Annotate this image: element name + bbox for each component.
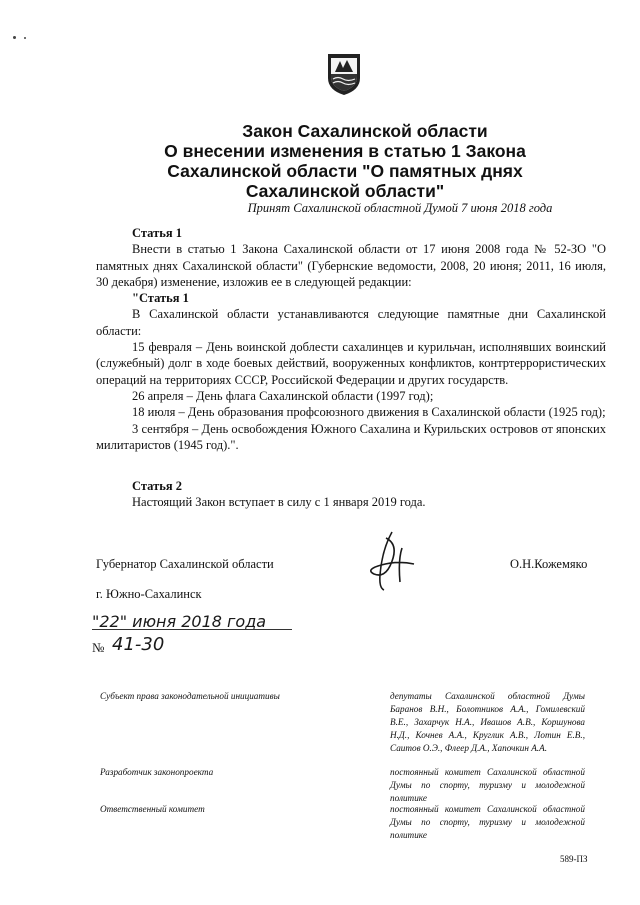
subject-label: Субъект права законодательной инициативы	[100, 691, 280, 701]
law-subtitle-line: Сахалинской области"	[245, 181, 445, 201]
article-1-intro: Внести в статью 1 Закона Сахалинской области от 17 июня 2008 года № 52-ЗО "О памятных днях Сахалинской области" (Губернские ведомости, 2008, 20 июня; 2011, 16 июля, 30 декабря) изменение, изложив ее в следующей редакции:	[96, 242, 606, 289]
document-code: 589-ПЗ	[560, 854, 588, 864]
developer-label: Разработчик законопроекта	[100, 767, 214, 777]
memorial-day-item: 18 июля – День образования профсоюзного движения в Сахалинской области (1925 год);	[132, 405, 606, 420]
article-2	[96, 478, 606, 511]
governor-label: Губернатор Сахалинской области	[96, 557, 274, 571]
article-2-heading: Статья 2	[132, 479, 182, 493]
memorial-days-intro: В Сахалинской области устанавливаются следующие памятные дни Сахалинской области:	[96, 307, 606, 338]
handwritten-signature	[362, 530, 418, 592]
quoted-article-heading: "Статья 1	[132, 291, 189, 306]
number-prefix: №	[92, 640, 105, 655]
article-1	[96, 225, 606, 453]
memorial-day-item: 26 апреля – День флага Сахалинской области (1997 год);	[132, 388, 434, 403]
article-2-text: Настоящий Закон вступает в силу с 1 января 2019 года.	[132, 495, 426, 510]
law-subtitle-line: Сахалинской области "О памятных днях	[167, 161, 523, 181]
article-1-heading: Статья 1	[132, 226, 182, 240]
date-underline	[92, 629, 292, 630]
signing-date-handwritten: "22" июня 2018 года	[92, 612, 267, 631]
committee-value: постоянный комитет Сахалинской областной Думы по спорту, туризму и молодежной политике	[390, 804, 585, 840]
developer-value: постоянный комитет Сахалинской областной Думы по спорту, туризму и молодежной политике	[390, 767, 585, 803]
scan-mark	[24, 37, 26, 39]
signing-city: г. Южно-Сахалинск	[96, 587, 202, 601]
law-title: Закон Сахалинской области	[242, 121, 488, 141]
committee-label: Ответственный комитет	[100, 804, 205, 814]
scan-mark	[13, 36, 16, 39]
law-subtitle-line: О внесении изменения в статью 1 Закона	[164, 141, 526, 161]
governor-name: О.Н.Кожемяко	[510, 557, 588, 571]
memorial-day-item: 15 февраля – День воинской доблести сахалинцев и курильчан, исполнявших воинский (служебный) долг в ходе боевых действий, вооруженных конфликтов, контртеррористических операций на территориях СССР, Российской Федерации и других государств.	[96, 340, 606, 387]
adoption-note: Принят Сахалинской областной Думой 7 июня 2018 года	[247, 201, 553, 215]
memorial-day-item: 3 сентября – День освобождения Южного Сахалина и Курильских островов от японских милитаристов (1945 год).".	[96, 421, 606, 452]
subject-value: депутаты Сахалинской областной Думы Баранов В.Н., Болотников А.А., Гомилевский В.Е., Захарчук Н.А., Ивашов А.В., Коршунова Н.Д., Кочнев А.А., Круглик А.В., Лотин Е.В., Саитов О.Э., Флеер Д.А., Хапочкин А.А.	[390, 691, 585, 753]
sakhalin-coat-of-arms-icon	[326, 52, 362, 96]
law-number-handwritten: 41-30	[112, 634, 165, 655]
